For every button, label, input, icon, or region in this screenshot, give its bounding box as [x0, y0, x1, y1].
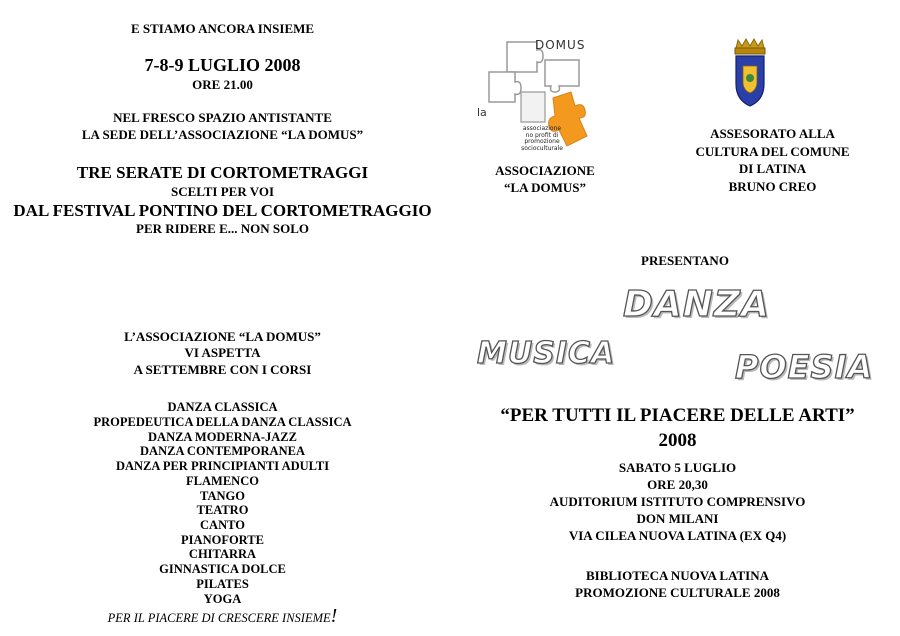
word-musica: MUSICA	[477, 336, 616, 371]
logo-tagline-3: promozione	[524, 138, 560, 145]
closing-text: PER IL PIACERE DI CRESCERE INSIEME	[107, 611, 331, 625]
event-venue: AUDITORIUM ISTITUTO COMPRENSIVO	[549, 494, 806, 509]
invite-line-1: L’ASSOCIAZIONE “LA DOMUS”	[124, 329, 321, 344]
headline: TRE SERATE DI CORTOMETRAGGI	[76, 163, 369, 182]
course-item: YOGA	[203, 592, 242, 606]
logo-tagline-1: associazione	[522, 125, 562, 132]
council-line-1: ASSESORATO ALLA	[710, 126, 835, 141]
course-item: FLAMENCO	[186, 474, 259, 488]
course-item: PROPEDEUTICA DELLA DANZA CLASSICA	[93, 415, 352, 429]
venue-line-1: NEL FRESCO SPAZIO ANTISTANTE	[113, 110, 332, 125]
intro-line: E STIAMO ANCORA INSIEME	[130, 21, 315, 36]
association-line-1: ASSOCIAZIONE	[495, 163, 595, 178]
course-item: DANZA PER PRINCIPIANTI ADULTI	[115, 459, 330, 473]
event-address: VIA CILEA NUOVA LATINA (EX Q4)	[568, 528, 787, 543]
footer-line-1: BIBLIOTECA NUOVA LATINA	[585, 568, 769, 583]
event-year: 2008	[658, 430, 697, 451]
course-item: PIANOFORTE	[181, 533, 264, 547]
event-title: “PER TUTTI IL PIACERE DELLE ARTI”	[500, 405, 855, 426]
la-domus-logo	[475, 30, 625, 160]
presents-label: PRESENTANO	[641, 253, 729, 268]
logo-tagline-4: socioculturale	[521, 144, 563, 152]
association-name	[455, 162, 635, 196]
course-item: DANZA CLASSICA	[167, 400, 278, 414]
course-item: TEATRO	[196, 503, 249, 517]
venue-line-2: LA SEDE DELL’ASSOCIAZIONE “LA DOMUS”	[81, 127, 364, 142]
invite-line-2: VI ASPETTA	[184, 345, 261, 360]
council-block	[645, 125, 900, 195]
council-line-4: BRUNO CREO	[728, 178, 817, 194]
logo-tagline-2: no profit di	[525, 131, 559, 139]
invite-line-3: A SETTEMBRE CON I CORSI	[133, 362, 312, 377]
course-item: DANZA MODERNA-JAZZ	[148, 430, 297, 444]
subtitle-2: DAL FESTIVAL PONTINO DEL CORTOMETRAGGIO	[13, 201, 432, 220]
logo-brand-prefix: la	[477, 106, 487, 119]
logo-tagline	[507, 126, 577, 152]
council-line-3: DI LATINA	[738, 161, 807, 176]
course-item: DANZA CONTEMPORANEA	[140, 444, 305, 458]
right-panel	[455, 0, 900, 636]
association-line-2: “LA DOMUS”	[504, 180, 586, 195]
event-venue-name: DON MILANI	[636, 511, 719, 526]
city-crest-icon	[730, 38, 770, 108]
council-line-2: CULTURA DEL COMUNE	[695, 143, 850, 159]
course-item: TANGO	[200, 489, 245, 503]
subtitle-1: SCELTI PER VOI	[170, 184, 275, 199]
logo-brand: DOMUS	[535, 38, 586, 52]
event-time: ORE 21.00	[192, 77, 253, 92]
course-item: GINNASTICA DOLCE	[159, 562, 286, 576]
closing-line	[0, 605, 445, 628]
word-danza: DANZA	[623, 284, 770, 325]
course-item: PILATES	[196, 577, 249, 591]
event-dates: 7-8-9 LUGLIO 2008	[144, 55, 301, 75]
footer-line-2: PROMOZIONE CULTURALE 2008	[575, 585, 780, 600]
closing-exclamation: !	[330, 605, 338, 627]
word-poesia: POESIA	[735, 348, 874, 386]
course-item: CHITARRA	[188, 547, 257, 561]
event-day: SABATO 5 LUGLIO	[618, 460, 737, 475]
left-panel	[0, 0, 445, 636]
subtitle-3: PER RIDERE E... NON SOLO	[136, 221, 309, 236]
event-hour: ORE 20,30	[647, 477, 708, 492]
course-item: CANTO	[200, 518, 245, 532]
